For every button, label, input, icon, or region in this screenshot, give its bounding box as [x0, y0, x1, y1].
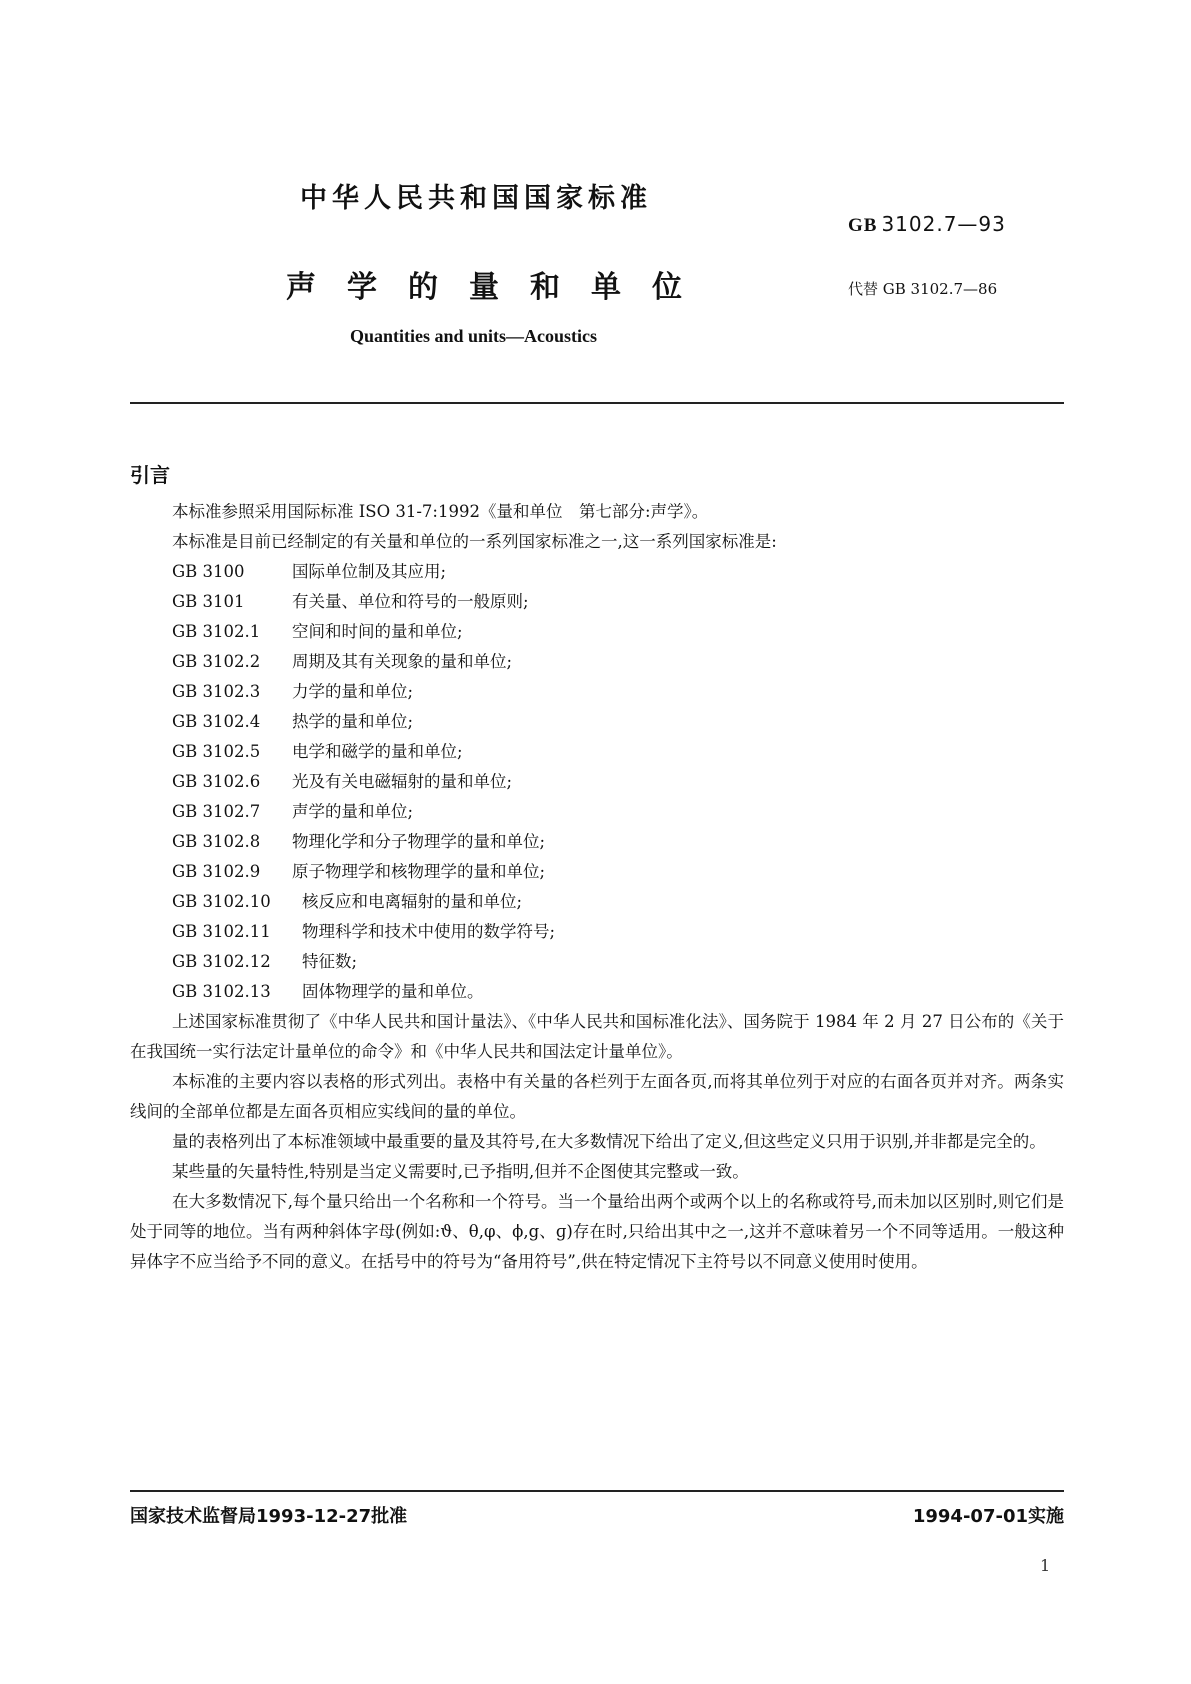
standard-code: GB 3102.6	[172, 772, 261, 791]
standard-code: GB 3100	[172, 562, 245, 581]
intro-line-2: 本标准是目前已经制定的有关量和单位的一系列国家标准之一,这一系列国家标准是:	[172, 532, 777, 551]
standard-list-item	[130, 587, 1064, 617]
standard-name: 光及有关电磁辐射的量和单位;	[292, 772, 513, 791]
national-standard-heading: 中华人民共和国国家标准	[300, 183, 652, 214]
standard-code: GB 3102.13	[172, 982, 271, 1001]
standard-name: 电学和磁学的量和单位;	[292, 742, 463, 761]
standard-list-item	[130, 857, 1064, 887]
standard-code: GB 3102.4	[172, 712, 261, 731]
standard-list-item	[130, 947, 1064, 977]
intro-heading: 引言	[130, 463, 170, 487]
standard-name: 固体物理学的量和单位。	[302, 982, 484, 1001]
standard-list-item	[130, 737, 1064, 767]
standard-name: 力学的量和单位;	[292, 682, 414, 701]
standard-number-value: 3102.7—93	[881, 212, 1006, 236]
standard-name: 热学的量和单位;	[292, 712, 414, 731]
standard-name: 原子物理学和核物理学的量和单位;	[292, 862, 546, 881]
standard-code: GB 3102.8	[172, 832, 261, 851]
document-title-cn: 声学的量和单位	[286, 270, 713, 305]
standard-code: GB 3102.9	[172, 862, 261, 881]
standard-code: GB 3102.1	[172, 622, 261, 641]
intro-paragraph: 量的表格列出了本标准领域中最重要的量及其符号,在大多数情况下给出了定义,但这些定义只用于识别,并非都是完全的。	[172, 1132, 1046, 1151]
standard-name: 物理化学和分子物理学的量和单位;	[292, 832, 546, 851]
standard-list-item	[130, 917, 1064, 947]
intro-line-1: 本标准参照采用国际标准 ISO 31-7:1992《量和单位 第七部分:声学》。	[172, 502, 709, 521]
intro-body	[130, 497, 1064, 1277]
standard-code: GB 3102.12	[172, 952, 271, 971]
standard-list-item	[130, 647, 1064, 677]
intro-paragraph: 在大多数情况下,每个量只给出一个名称和一个符号。当一个量给出两个或两个以上的名称或符号,而未加以区别时,则它们是处于同等的地位。当有两种斜体字母(例如:ϑ、θ,φ、ϕ,g、ɡ)存在时,只给出其中之一,这并不意味着另一个不同等适用。一般这种异体字不应当给予不同的意义。在括号中的符号为“备用符号”,供在特定情况下主符号以不同意义使用时使用。	[130, 1192, 1064, 1271]
standard-code: GB 3102.5	[172, 742, 261, 761]
standard-name: 周期及其有关现象的量和单位;	[292, 652, 513, 671]
standard-code: GB 3102.10	[172, 892, 271, 911]
standard-list-item	[130, 977, 1064, 1007]
standard-name: 特征数;	[302, 952, 358, 971]
standard-name: 国际单位制及其应用;	[292, 562, 447, 581]
intro-paragraph: 上述国家标准贯彻了《中华人民共和国计量法》、《中华人民共和国标准化法》、国务院于 1984 年 2 月 27 日公布的《关于在我国统一实行法定计量单位的命令》和《中华人民共和国法定计量单位》。	[130, 1012, 1064, 1061]
effective-date: 1994-07-01实施	[912, 1506, 1064, 1527]
standard-code: GB 3102.2	[172, 652, 261, 671]
standard-code: GB 3102.3	[172, 682, 261, 701]
intro-paragraph: 某些量的矢量特性,特别是当定义需要时,已予指明,但并不企图使其完整或一致。	[172, 1162, 749, 1181]
standard-name: 空间和时间的量和单位;	[292, 622, 463, 641]
standard-code: GB 3102.7	[172, 802, 261, 821]
standard-code: GB 3102.11	[172, 922, 271, 941]
standard-name: 有关量、单位和符号的一般原则;	[292, 592, 529, 611]
page-number: 1	[1040, 1556, 1051, 1575]
standard-list-item	[130, 707, 1064, 737]
standard-name: 声学的量和单位;	[292, 802, 414, 821]
standard-list-item	[130, 887, 1064, 917]
standard-number-prefix: GB	[848, 215, 878, 236]
footer-divider	[130, 1490, 1064, 1492]
standard-list-item	[130, 767, 1064, 797]
standard-list-item	[130, 677, 1064, 707]
standard-number	[848, 212, 1006, 237]
header-divider	[130, 402, 1064, 404]
standard-name: 核反应和电离辐射的量和单位;	[302, 892, 523, 911]
document-title-en: Quantities and units—Acoustics	[350, 326, 598, 346]
intro-paragraph: 本标准的主要内容以表格的形式列出。表格中有关量的各栏列于左面各页,而将其单位列于对应的右面各页并对齐。两条实线间的全部单位都是左面各页相应实线间的量的单位。	[130, 1072, 1064, 1121]
standard-list-item	[130, 617, 1064, 647]
replaces-standard: 代替 GB 3102.7—86	[848, 280, 998, 298]
approval-date: 国家技术监督局1993-12-27批准	[130, 1506, 408, 1527]
standard-name: 物理科学和技术中使用的数学符号;	[302, 922, 556, 941]
standard-list-item	[130, 827, 1064, 857]
standard-list-item	[130, 557, 1064, 587]
standard-code: GB 3101	[172, 592, 245, 611]
standard-list-item	[130, 797, 1064, 827]
